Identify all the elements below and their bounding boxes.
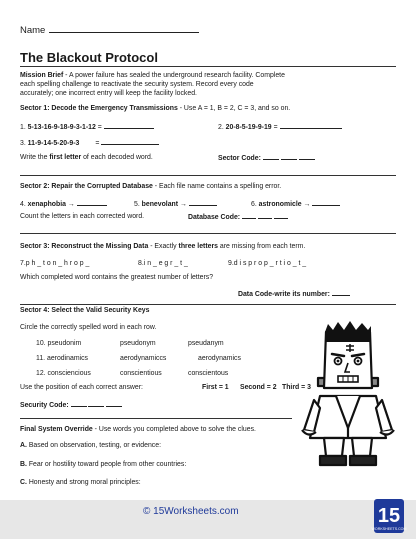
code-blank[interactable] (242, 212, 256, 219)
sector4-position-text: Use the position of each correct answer: (20, 384, 143, 391)
final-heading: Final System Override - Use words you completed above to solve the clues. (20, 426, 256, 433)
15worksheets-logo-icon (371, 499, 407, 533)
option[interactable]: aerodynamiccs (120, 355, 167, 362)
answer-line[interactable] (189, 199, 217, 206)
option[interactable]: aerodynamics (198, 355, 241, 362)
section-divider (20, 175, 396, 176)
sector3-item-8: 8.i n _ e g r _ t _ (138, 260, 188, 267)
sector2-item-4: 4. xenaphobia → (20, 199, 107, 209)
sector3-item-7: 7.p h _ t o n _ h r o p _ (20, 260, 90, 267)
final-clue-b: B. Fear or hostility toward people from other countries: (20, 461, 187, 468)
name-input-line[interactable] (49, 24, 199, 33)
section-divider (20, 418, 292, 419)
sector3-heading: Sector 3: Reconstruct the Missing Data - Exactly three letters are missing from each term. (20, 243, 306, 250)
mission-line-3: accurately; one incorrect entry will keep the facility locked. (20, 90, 197, 97)
sector1-item-3: 3. 11-9-14-5-20-9-3 = (20, 138, 159, 148)
name-label: Name (20, 25, 46, 36)
logo-number: 15 (377, 505, 401, 527)
code-blank[interactable] (332, 289, 350, 296)
sector2-code: Database Code: (188, 212, 288, 222)
code-blank[interactable] (263, 153, 279, 160)
sector4-instruction: Circle the correctly spelled word in each row. (20, 324, 157, 331)
answer-line[interactable] (104, 122, 154, 129)
option[interactable]: pseudanym (188, 340, 224, 347)
sector3-item-9: 9.d i s p r o p _ r t i o _ t _ (228, 260, 307, 267)
mission-line-1: Mission Brief - A power failure has sealed the underground research facility. Complete (20, 72, 285, 79)
sector3-question: Which completed word contains the greatest number of letters? (20, 274, 214, 281)
logo-text: WORKSHEETS.COM (371, 527, 407, 531)
position-first: First = 1 (202, 384, 229, 391)
code-blank[interactable] (258, 212, 272, 219)
option[interactable]: pseudonim (47, 340, 82, 347)
page-title: The Blackout Protocol (20, 50, 158, 65)
option[interactable]: pseudonym (120, 340, 156, 347)
sector1-item-2: 2. 20-8-5-19-9-19 = (218, 122, 342, 132)
sector4-code: Security Code: (20, 400, 122, 410)
sector3-code: Data Code-write its number: (238, 289, 350, 299)
sector2-count: Count the letters in each corrected word. (20, 213, 145, 220)
sector1-write-instruction: Write the first letter of each decoded word. (20, 154, 153, 161)
sector2-item-6: 6. astronomicle → (251, 199, 340, 209)
sector4-heading: Sector 4: Select the Valid Security Keys (20, 307, 150, 314)
frankenstein-monster-icon (298, 318, 398, 468)
name-row (20, 24, 199, 36)
sector1-code: Sector Code: (218, 153, 315, 163)
option[interactable]: conscientious (120, 370, 162, 377)
sector1-heading: Sector 1: Decode the Emergency Transmissions - Use A = 1, B = 2, C = 3, and so on. (20, 105, 291, 112)
mission-line-2: each spelling challenge to reactivate the security system. Record every code (20, 81, 254, 88)
code-blank[interactable] (281, 153, 297, 160)
option[interactable]: conscientous (188, 370, 229, 377)
answer-line[interactable] (101, 138, 159, 145)
position-third: Third = 3 (282, 384, 311, 391)
code-blank[interactable] (106, 400, 122, 407)
final-clue-c: C. Honesty and strong moral principles: (20, 479, 141, 486)
sector2-item-5: 5. benevolant → (134, 199, 217, 209)
section-divider (20, 233, 396, 234)
code-blank[interactable] (88, 400, 104, 407)
code-blank[interactable] (71, 400, 87, 407)
sector4-row-11: 11. aerodinamics (36, 355, 88, 362)
option[interactable]: consciencious (47, 370, 91, 377)
footer-copyright-link[interactable]: © 15Worksheets.com (143, 506, 239, 517)
code-blank[interactable] (274, 212, 288, 219)
section-divider (20, 304, 396, 305)
answer-line[interactable] (77, 199, 107, 206)
code-blank[interactable] (299, 153, 315, 160)
option[interactable]: aerodinamics (47, 355, 88, 362)
sector4-row-10: 10. pseudonim (36, 340, 82, 347)
sector2-heading: Sector 2: Repair the Corrupted Database - Each file name contains a spelling error. (20, 183, 282, 190)
sector4-row-12: 12. consciencious (36, 370, 91, 377)
sector1-item-1: 1. 5-13-16-9-18-9-3-1-12 = (20, 122, 154, 132)
title-divider (20, 66, 396, 67)
final-clue-a: A. Based on observation, testing, or evidence: (20, 442, 161, 449)
answer-line[interactable] (280, 122, 342, 129)
answer-line[interactable] (312, 199, 340, 206)
position-second: Second = 2 (240, 384, 277, 391)
